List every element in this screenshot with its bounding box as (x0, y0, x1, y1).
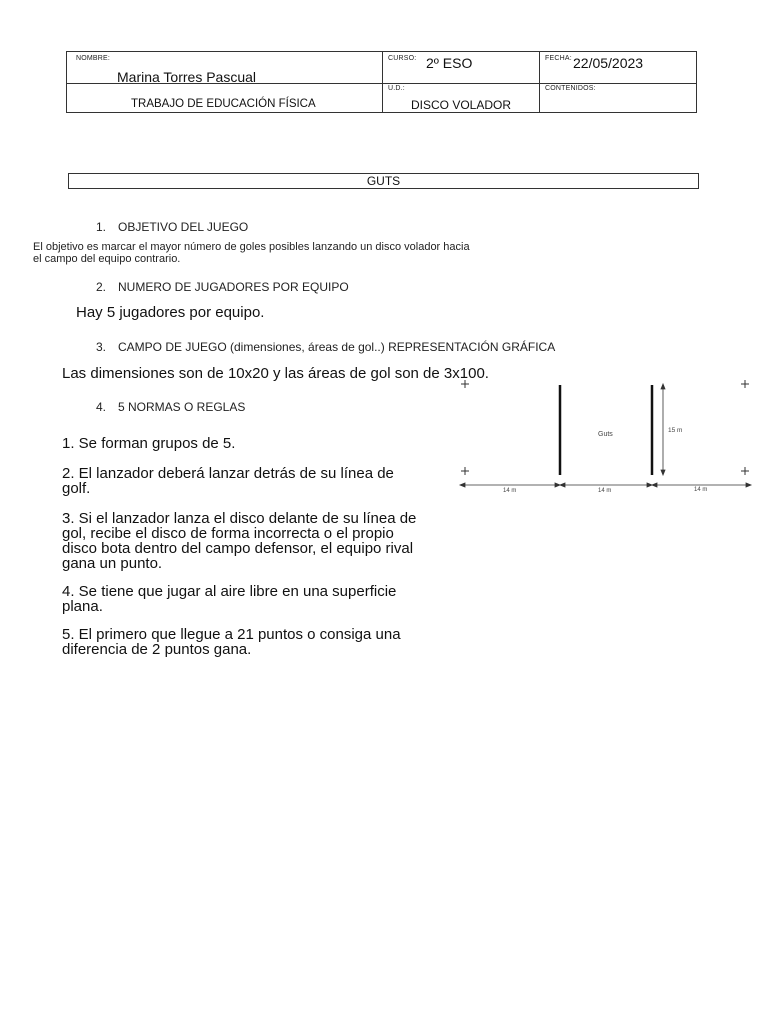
section-title: 5 NORMAS O REGLAS (118, 400, 246, 414)
section-heading (96, 340, 555, 354)
section-heading (96, 220, 248, 234)
height-label: 15 m (668, 427, 683, 434)
header-divider (382, 52, 383, 112)
width-label: 14 m (598, 488, 612, 494)
section-title: CAMPO DE JUEGO (dimensiones, áreas de gol..) REPRESENTACIÓN GRÁFICA (118, 340, 556, 354)
rule-line: diferencia de 2 puntos gana. (62, 641, 252, 658)
objective-line: El objetivo es marcar el mayor número de goles posibles lanzando un disco volador hacia (33, 241, 470, 253)
width-arrow (560, 483, 652, 487)
objective-line: el campo del equipo contrario. (33, 253, 181, 265)
rule-item (62, 627, 434, 657)
section-heading (96, 400, 245, 414)
rule-line: plana. (62, 598, 103, 615)
header-divider (539, 52, 540, 112)
ud-value: DISCO VOLADOR (411, 98, 512, 112)
height-arrow (661, 384, 665, 475)
rule-line: gana un punto. (62, 555, 163, 572)
fecha-value: 22/05/2023 (573, 55, 644, 71)
corner-marker (461, 467, 469, 475)
section-number: 3. (96, 340, 107, 354)
section-number: 1. (96, 220, 107, 234)
width-label: 14 m (503, 488, 517, 494)
rule-line: 4. Se tiene que jugar al aire libre en una superficie (62, 583, 397, 600)
field-label: Guts (598, 431, 613, 438)
players-text: Hay 5 jugadores por equipo. (76, 304, 265, 321)
nombre-label: NOMBRE: (76, 55, 111, 62)
section-number: 4. (96, 400, 107, 414)
contenidos-label: CONTENIDOS: (545, 85, 596, 92)
rule-item (62, 584, 434, 614)
section-number: 2. (96, 280, 107, 294)
ud-label: U.D.: (388, 85, 405, 92)
width-label: 14 m (694, 487, 708, 493)
width-arrow (460, 483, 560, 487)
corner-marker (461, 380, 469, 388)
rule-line: 3. Si el lanzador lanza el disco delante de su línea de (62, 510, 417, 527)
curso-value: 2º ESO (426, 55, 473, 71)
trabajo-title: TRABAJO DE EDUCACIÓN FÍSICA (131, 98, 316, 110)
section-title: NUMERO DE JUGADORES POR EQUIPO (118, 280, 349, 294)
rule-line: golf. (62, 480, 91, 497)
rule-line: disco bota dentro del campo defensor, el equipo rival (62, 540, 414, 557)
rule-item (62, 436, 434, 451)
field-text: Las dimensiones son de 10x20 y las áreas de gol son de 3x100. (62, 365, 489, 382)
section-heading (96, 280, 349, 294)
rule-line: 5. El primero que llegue a 21 puntos o consiga una (62, 626, 401, 643)
field-diagram (455, 378, 755, 498)
rule-item (62, 511, 434, 571)
fecha-label: FECHA: (545, 55, 572, 62)
document-title: GUTS (68, 173, 699, 189)
rule-line: 2. El lanzador deberá lanzar detrás de su línea de (62, 465, 394, 482)
header-table (66, 51, 697, 113)
objective-text (33, 241, 470, 265)
section-title: OBJETIVO DEL JUEGO (118, 220, 249, 234)
nombre-value: Marina Torres Pascual (117, 69, 257, 85)
corner-marker (741, 467, 749, 475)
corner-marker (741, 380, 749, 388)
rule-line: 1. Se forman grupos de 5. (62, 435, 236, 452)
curso-label: CURSO: (388, 55, 417, 62)
rule-line: gol, recibe el disco de forma incorrecta o el propio (62, 525, 394, 542)
rule-item (62, 466, 434, 496)
